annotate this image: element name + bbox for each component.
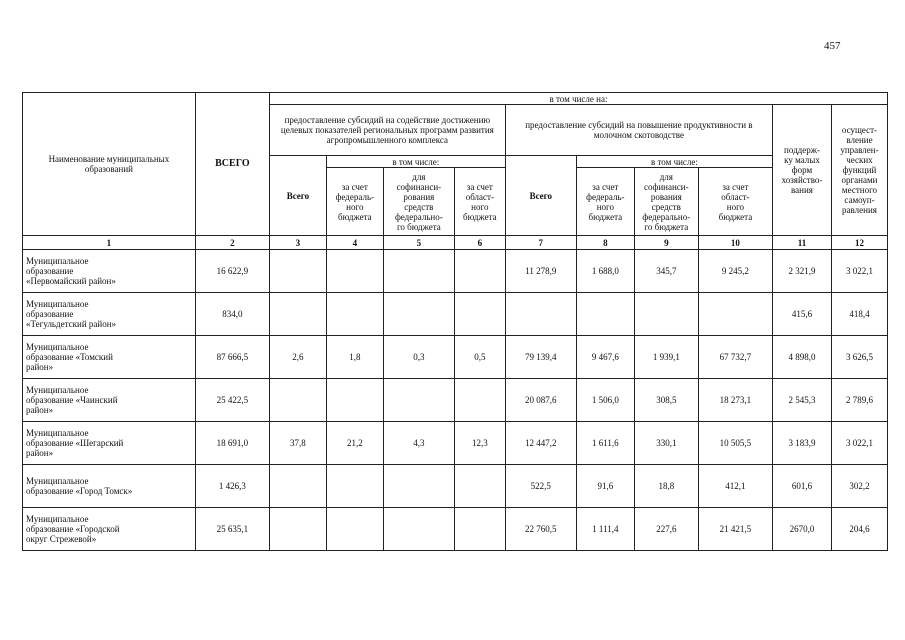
header-group2-including: в том числе: xyxy=(576,156,772,168)
cell-col-4 xyxy=(326,508,383,551)
cell-col-4 xyxy=(326,293,383,336)
cell-col-7: 522,5 xyxy=(505,465,576,508)
page-number: 457 xyxy=(824,40,841,52)
cell-col-8: 9 467,6 xyxy=(576,336,634,379)
municipality-name: Муниципальное образование «Чаинский район» xyxy=(23,379,196,422)
cell-col-9 xyxy=(634,293,698,336)
cell-col-6: 0,5 xyxy=(454,336,505,379)
column-number: 9 xyxy=(634,236,698,250)
column-number: 8 xyxy=(576,236,634,250)
table-row xyxy=(23,508,888,551)
cell-col-10: 10 505,5 xyxy=(698,422,772,465)
cell-col-8: 1 506,0 xyxy=(576,379,634,422)
cell-col-3 xyxy=(269,508,326,551)
cell-col-8: 1 111,4 xyxy=(576,508,634,551)
cell-col-7: 22 760,5 xyxy=(505,508,576,551)
cell-col-12: 3 022,1 xyxy=(831,422,887,465)
cell-col-5 xyxy=(383,465,454,508)
cell-col-5: 4,3 xyxy=(383,422,454,465)
cell-col-10: 67 732,7 xyxy=(698,336,772,379)
cell-col-12: 418,4 xyxy=(831,293,887,336)
cell-col-10: 412,1 xyxy=(698,465,772,508)
header-group2-federal: за счет федераль- ного бюджета xyxy=(576,168,634,236)
cell-col-2: 25 422,5 xyxy=(195,379,269,422)
municipality-name: Муниципальное образование «Тегульдетский район» xyxy=(23,293,196,336)
table-row xyxy=(23,465,888,508)
column-number: 11 xyxy=(773,236,832,250)
header-small-farms: поддерж- ку малых форм хозяйство- вания xyxy=(773,105,832,236)
cell-col-7 xyxy=(505,293,576,336)
cell-col-4: 1,8 xyxy=(326,336,383,379)
column-number: 10 xyxy=(698,236,772,250)
cell-col-10 xyxy=(698,293,772,336)
table-row xyxy=(23,250,888,293)
column-number: 1 xyxy=(23,236,196,250)
cell-col-9: 1 939,1 xyxy=(634,336,698,379)
cell-col-6: 12,3 xyxy=(454,422,505,465)
table-row xyxy=(23,336,888,379)
column-number: 6 xyxy=(454,236,505,250)
cell-col-6 xyxy=(454,465,505,508)
cell-col-8: 91,6 xyxy=(576,465,634,508)
cell-col-12: 204,6 xyxy=(831,508,887,551)
municipality-name: Муниципальное образование «Город Томск» xyxy=(23,465,196,508)
municipality-name: Муниципальное образование «Томский район» xyxy=(23,336,196,379)
cell-col-6 xyxy=(454,508,505,551)
column-number: 7 xyxy=(505,236,576,250)
header-group1-all: Всего xyxy=(269,156,326,236)
cell-col-3: 37,8 xyxy=(269,422,326,465)
header-group1-regional: за счет област- ного бюджета xyxy=(454,168,505,236)
cell-col-10: 18 273,1 xyxy=(698,379,772,422)
column-number: 5 xyxy=(383,236,454,250)
header-group1-federal: за счет федераль- ного бюджета xyxy=(326,168,383,236)
cell-col-2: 87 666,5 xyxy=(195,336,269,379)
cell-col-11: 4 898,0 xyxy=(773,336,832,379)
cell-col-2: 25 635,1 xyxy=(195,508,269,551)
column-number: 3 xyxy=(269,236,326,250)
header-group2-all: Всего xyxy=(505,156,576,236)
cell-col-3: 2,6 xyxy=(269,336,326,379)
cell-col-2: 18 691,0 xyxy=(195,422,269,465)
cell-col-12: 3 626,5 xyxy=(831,336,887,379)
cell-col-9: 18,8 xyxy=(634,465,698,508)
column-number: 4 xyxy=(326,236,383,250)
cell-col-3 xyxy=(269,250,326,293)
cell-col-11: 415,6 xyxy=(773,293,832,336)
header-municipal-functions: осущест- вление управлен- ческих функций органами местного самоуп- равления xyxy=(831,105,887,236)
header-group2-cofinancing: для софинанси- рования средств федерально- го бюджета xyxy=(634,168,698,236)
cell-col-7: 12 447,2 xyxy=(505,422,576,465)
cell-col-8: 1 611,6 xyxy=(576,422,634,465)
cell-col-8: 1 688,0 xyxy=(576,250,634,293)
table-body xyxy=(23,250,888,551)
cell-col-11: 601,6 xyxy=(773,465,832,508)
cell-col-3 xyxy=(269,379,326,422)
cell-col-2: 834,0 xyxy=(195,293,269,336)
table-row xyxy=(23,422,888,465)
cell-col-11: 3 183,9 xyxy=(773,422,832,465)
column-number-row xyxy=(23,236,888,250)
cell-col-4 xyxy=(326,250,383,293)
header-group-dairy: предоставление субсидий на повышение продуктивности в молочном скотоводстве xyxy=(505,105,772,156)
table-row xyxy=(23,379,888,422)
cell-col-6 xyxy=(454,293,505,336)
header-group2-regional: за счет област- ного бюджета xyxy=(698,168,772,236)
subsidy-table xyxy=(22,92,888,551)
header-group-agro-programs: предоставление субсидий на содействие достижению целевых показателей региональных программ развития агропромышленного комплекса xyxy=(269,105,505,156)
municipality-name: Муниципальное образование «Городской округ Стрежевой» xyxy=(23,508,196,551)
cell-col-11: 2 321,9 xyxy=(773,250,832,293)
cell-col-3 xyxy=(269,293,326,336)
cell-col-3 xyxy=(269,465,326,508)
header-group1-cofinancing: для софинанси- рования средств федерально- го бюджета xyxy=(383,168,454,236)
header-group1-including: в том числе: xyxy=(326,156,505,168)
cell-col-9: 330,1 xyxy=(634,422,698,465)
cell-col-12: 302,2 xyxy=(831,465,887,508)
cell-col-6 xyxy=(454,379,505,422)
cell-col-12: 3 022,1 xyxy=(831,250,887,293)
cell-col-10: 21 421,5 xyxy=(698,508,772,551)
cell-col-4 xyxy=(326,465,383,508)
cell-col-9: 227,6 xyxy=(634,508,698,551)
header-total: ВСЕГО xyxy=(195,93,269,236)
header-municipality: Наименование муниципальных образований xyxy=(23,93,196,236)
cell-col-9: 308,5 xyxy=(634,379,698,422)
cell-col-11: 2 545,3 xyxy=(773,379,832,422)
cell-col-9: 345,7 xyxy=(634,250,698,293)
cell-col-5: 0,3 xyxy=(383,336,454,379)
cell-col-7: 79 139,4 xyxy=(505,336,576,379)
cell-col-6 xyxy=(454,250,505,293)
cell-col-5 xyxy=(383,293,454,336)
cell-col-7: 11 278,9 xyxy=(505,250,576,293)
cell-col-5 xyxy=(383,379,454,422)
table-row xyxy=(23,293,888,336)
column-number: 12 xyxy=(831,236,887,250)
cell-col-2: 1 426,3 xyxy=(195,465,269,508)
cell-col-4 xyxy=(326,379,383,422)
municipality-name: Муниципальное образование «Шегарский район» xyxy=(23,422,196,465)
cell-col-12: 2 789,6 xyxy=(831,379,887,422)
cell-col-7: 20 087,6 xyxy=(505,379,576,422)
column-number: 2 xyxy=(195,236,269,250)
header-including-on: в том числе на: xyxy=(269,93,887,105)
cell-col-5 xyxy=(383,250,454,293)
cell-col-8 xyxy=(576,293,634,336)
municipality-name: Муниципальное образование «Первомайский район» xyxy=(23,250,196,293)
cell-col-2: 16 622,9 xyxy=(195,250,269,293)
cell-col-10: 9 245,2 xyxy=(698,250,772,293)
cell-col-4: 21,2 xyxy=(326,422,383,465)
cell-col-11: 2670,0 xyxy=(773,508,832,551)
cell-col-5 xyxy=(383,508,454,551)
